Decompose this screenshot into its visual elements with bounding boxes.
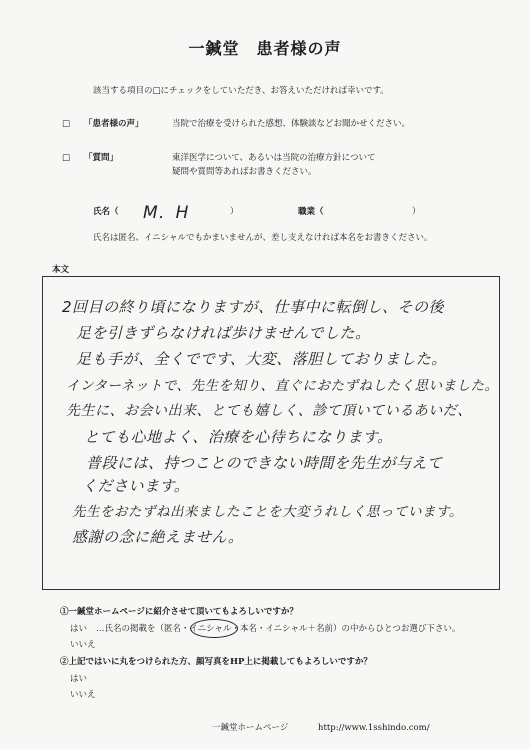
body-line-4: インターネットで、先生を知り、直ぐにおたずねしたく思いました。 xyxy=(66,378,499,394)
body-line-5: 先生に、お会い出来、とても嬉しく、診て頂いているあいだ、 xyxy=(66,403,472,419)
question-1-yes-detail: …氏名の掲載を（匿名・イニシャル・本名・イニシャル＋名前）の中からひとつお選び下さい。 xyxy=(96,624,461,634)
body-line-10: 感謝の念に絶えません。 xyxy=(72,528,244,546)
body-line-8: くださいます。 xyxy=(82,477,190,495)
question-2-yes[interactable]: はい xyxy=(70,674,88,684)
initial-choice-circle xyxy=(190,619,238,638)
option-question-description-2: 疑問や質問等あればお書きください。 xyxy=(172,167,317,177)
option-voice-description: 当院で治療を受けられた感想、体験談などお聞かせください。 xyxy=(172,119,411,129)
option-question-label: 「質問」 xyxy=(84,153,119,163)
footer-url[interactable]: http://www.1sshindo.com/ xyxy=(318,723,430,733)
checkbox-question[interactable]: □ xyxy=(62,153,71,163)
body-line-6: とても心地よく、治療を心待ちになります。 xyxy=(84,428,393,446)
intro-text: 該当する項目の□にチェックをしていただき、お答えいただければ幸いです。 xyxy=(93,86,389,96)
footer-name: 一鍼堂ホームページ xyxy=(212,723,289,733)
question-1-no[interactable]: いいえ xyxy=(70,640,96,650)
body-line-1: 2回目の終り頃になりますが、仕事中に転倒し、その後 xyxy=(62,298,445,316)
question-1-yes[interactable]: はい xyxy=(70,624,88,634)
name-field-close: ） xyxy=(230,207,239,217)
question-1: ①一鍼堂ホームページに紹介させて頂いてもよろしいですか？ xyxy=(60,607,298,617)
option-question-description-1: 東洋医学について、あるいは当院の治療方針について xyxy=(172,153,376,163)
job-field-label: 職業（ xyxy=(298,207,324,217)
name-note: 氏名は匿名、イニシャルでもかまいませんが、差し支えなければ本名をお書きください。 xyxy=(93,233,433,243)
body-line-3: 足も手が、全くでです、大変、落胆しておりました。 xyxy=(76,350,447,368)
job-field-close: ） xyxy=(412,207,421,217)
option-voice-label: 「患者様の声」 xyxy=(84,119,144,129)
name-field-value[interactable]: M．H xyxy=(143,203,189,223)
question-2-no[interactable]: いいえ xyxy=(70,690,96,700)
body-line-7: 普段には、持つことのできない時間を先生が与えて xyxy=(86,454,443,472)
name-field-label: 氏名（ xyxy=(93,207,119,217)
question-2: ②上記ではいに丸をつけられた方、顔写真をHP上に掲載してもよろしいですか？ xyxy=(60,657,372,667)
body-line-9: 先生をおたずね出来ましたことを大変うれしく思っています。 xyxy=(72,504,463,520)
page-title: 一鍼堂 患者様の声 xyxy=(188,39,342,58)
body-heading: 本文 xyxy=(52,265,70,275)
checkbox-voice[interactable]: □ xyxy=(62,119,71,129)
body-line-2: 足を引きずらなければ歩けませんでした。 xyxy=(76,324,371,342)
